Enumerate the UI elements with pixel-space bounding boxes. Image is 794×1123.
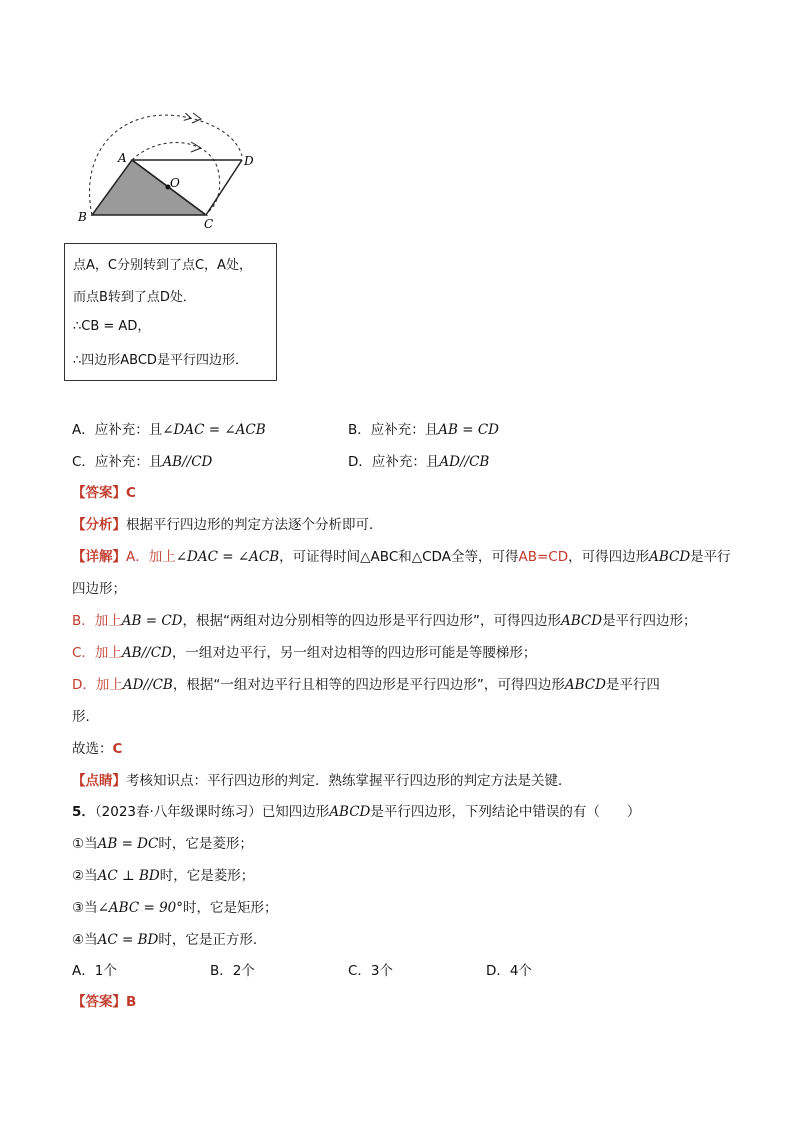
- choose-line: 故选：C: [72, 741, 123, 757]
- option-b: B．应补充：且AB = CD: [348, 422, 499, 438]
- shaded-triangle-abc: [92, 160, 206, 215]
- question-5-item-2: ②当AC ⊥ BD时，它是菱形；: [72, 868, 255, 884]
- arc-arrow-head-right: [191, 142, 201, 152]
- option-c: C．应补充：且AB//CD: [72, 454, 213, 470]
- proof-line-4: ∴四边形ABCD是平行四边形．: [73, 353, 248, 368]
- answer-line: 【答案】C: [72, 485, 136, 501]
- label-b: B: [78, 210, 87, 224]
- option-a: A．应补充：且∠DAC = ∠ACB: [72, 422, 266, 438]
- question-5-option-c: C．3个: [348, 963, 394, 979]
- label-d: D: [244, 154, 254, 168]
- arc-arrow-head-top: [192, 113, 201, 123]
- option-d: D．应补充：且AD//CB: [348, 454, 490, 470]
- label-c: C: [204, 217, 214, 231]
- analysis-line: 【分析】根据平行四边形的判定方法逐个分析即可．: [72, 517, 383, 533]
- question-5-option-d: D．4个: [486, 963, 532, 979]
- question-5-answer: 【答案】B: [72, 994, 137, 1010]
- point-line: 【点睛】考核知识点：平行四边形的判定．熟练掌握平行四边形的判定方法是关键．: [72, 773, 572, 789]
- detail-d-line: D．加上AD//CB，根据“一组对边平行且相等的四边形是平行四边形”，可得四边形ABCD是平行四: [72, 677, 660, 693]
- question-5-item-3: ③当∠ABC = 90°时，它是矩形；: [72, 900, 278, 916]
- proof-line-1: 点A，C分别转到了点C，A处，: [73, 258, 252, 273]
- detail-b-line: B．加上AB = CD，根据“两组对边分别相等的四边形是平行四边形”，可得四边形ABCD是平行四边形；: [72, 613, 697, 629]
- detail-a-line: 【详解】A．加上∠DAC = ∠ACB，可证得时间△ABC和△CDA全等，可得AB=CD，可得四边形ABCD是平行: [72, 549, 731, 565]
- question-5-option-a: A．1个: [72, 963, 117, 979]
- question-5-item-4: ④当AC = BD时，它是正方形.: [72, 932, 258, 948]
- question-5-stem: 5．（2023春·八年级课时练习）已知四边形ABCD是平行四边形，下列结论中错误的有（ ）: [72, 804, 641, 820]
- detail-a-cont: 四边形；: [72, 581, 126, 597]
- proof-box: [64, 243, 277, 381]
- edge-dc: [206, 160, 242, 215]
- proof-line-3: ∴CB = AD，: [73, 319, 151, 334]
- question-5-item-1: ①当AB = DC时，它是菱形；: [72, 836, 253, 852]
- detail-c-line: C．加上AB//CD，一组对边平行，另一组对边相等的四边形可能是等腰梯形；: [72, 645, 537, 661]
- question-5-option-b: B．2个: [210, 963, 255, 979]
- label-o: O: [170, 176, 180, 190]
- proof-line-2: 而点B转到了点D处．: [73, 290, 196, 305]
- parallelogram-rotation-figure: [70, 108, 270, 233]
- detail-d-cont: 形．: [72, 709, 99, 725]
- label-a: A: [118, 151, 127, 165]
